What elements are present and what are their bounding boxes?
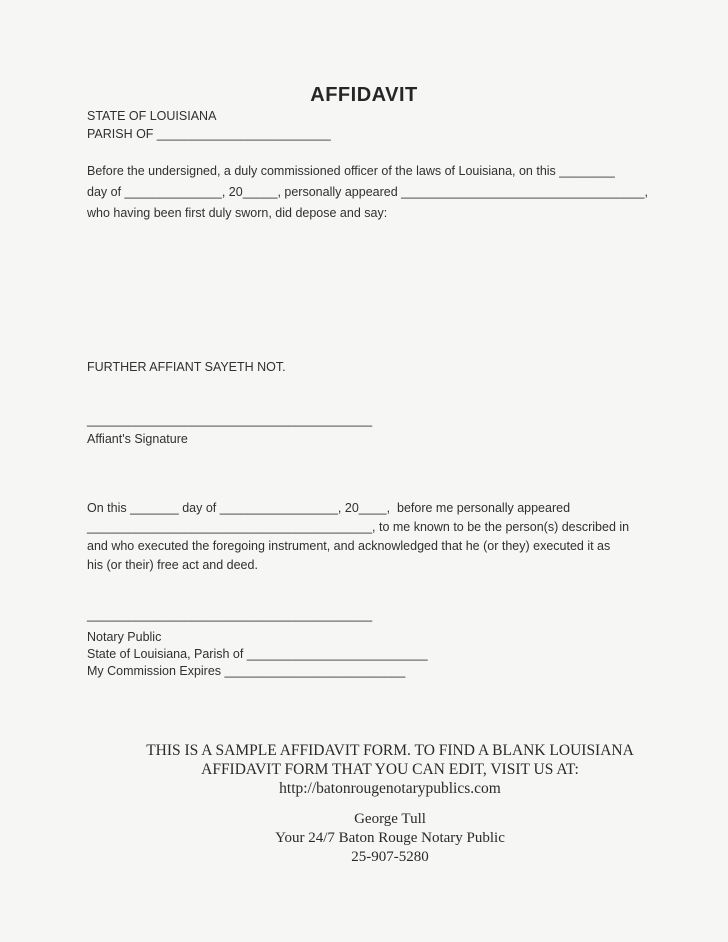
acknowledgment-paragraph-line: On this _______ day of _________________, 20____, before me personally appeared	[87, 501, 571, 515]
opening-paragraph-line: who having been first duly sworn, did depose and say:	[87, 206, 388, 220]
page-title: AFFIDAVIT	[310, 84, 418, 106]
sample-notice-line: THIS IS A SAMPLE AFFIDAVIT FORM. TO FIND A BLANK LOUISIANA	[146, 742, 634, 759]
sample-notice	[50, 741, 728, 798]
state-line: STATE OF LOUISIANA	[87, 109, 217, 123]
commission-expires-line: My Commission Expires __________________________	[87, 664, 406, 678]
notary-signature-line: _________________________________________	[87, 608, 373, 622]
contact-name: George Tull	[354, 811, 426, 827]
acknowledgment-paragraph-line: _________________________________________, to me known to be the person(s) described in	[87, 520, 630, 534]
notary-state-parish-line: State of Louisiana, Parish of __________________________	[87, 647, 428, 661]
acknowledgment-paragraph	[87, 499, 629, 575]
opening-paragraph-line: day of ______________, 20_____, personally appeared ___________________________________,	[87, 185, 648, 199]
acknowledgment-paragraph-line: his (or their) free act and deed.	[87, 558, 258, 572]
further-affiant-line: FURTHER AFFIANT SAYETH NOT.	[87, 360, 286, 374]
parish-line: PARISH OF _________________________	[87, 127, 331, 141]
website-url: http://batonrougenotarypublics.com	[279, 780, 501, 797]
sample-notice-line: AFFIDAVIT FORM THAT YOU CAN EDIT, VISIT US AT:	[201, 761, 579, 778]
affiant-signature-line: _________________________________________	[87, 413, 373, 427]
contact-tagline: Your 24/7 Baton Rouge Notary Public	[275, 830, 505, 846]
notary-public-label: Notary Public	[87, 630, 162, 644]
acknowledgment-paragraph-line: and who executed the foregoing instrument, and acknowledged that he (or they) executed it as	[87, 539, 611, 553]
opening-paragraph-line: Before the undersigned, a duly commissioned officer of the laws of Louisiana, on this ________	[87, 164, 615, 178]
affiant-signature-label: Affiant's Signature	[87, 432, 188, 446]
contact-phone: 25-907-5280	[351, 849, 429, 865]
opening-paragraph	[87, 161, 648, 224]
contact-info	[50, 810, 728, 867]
